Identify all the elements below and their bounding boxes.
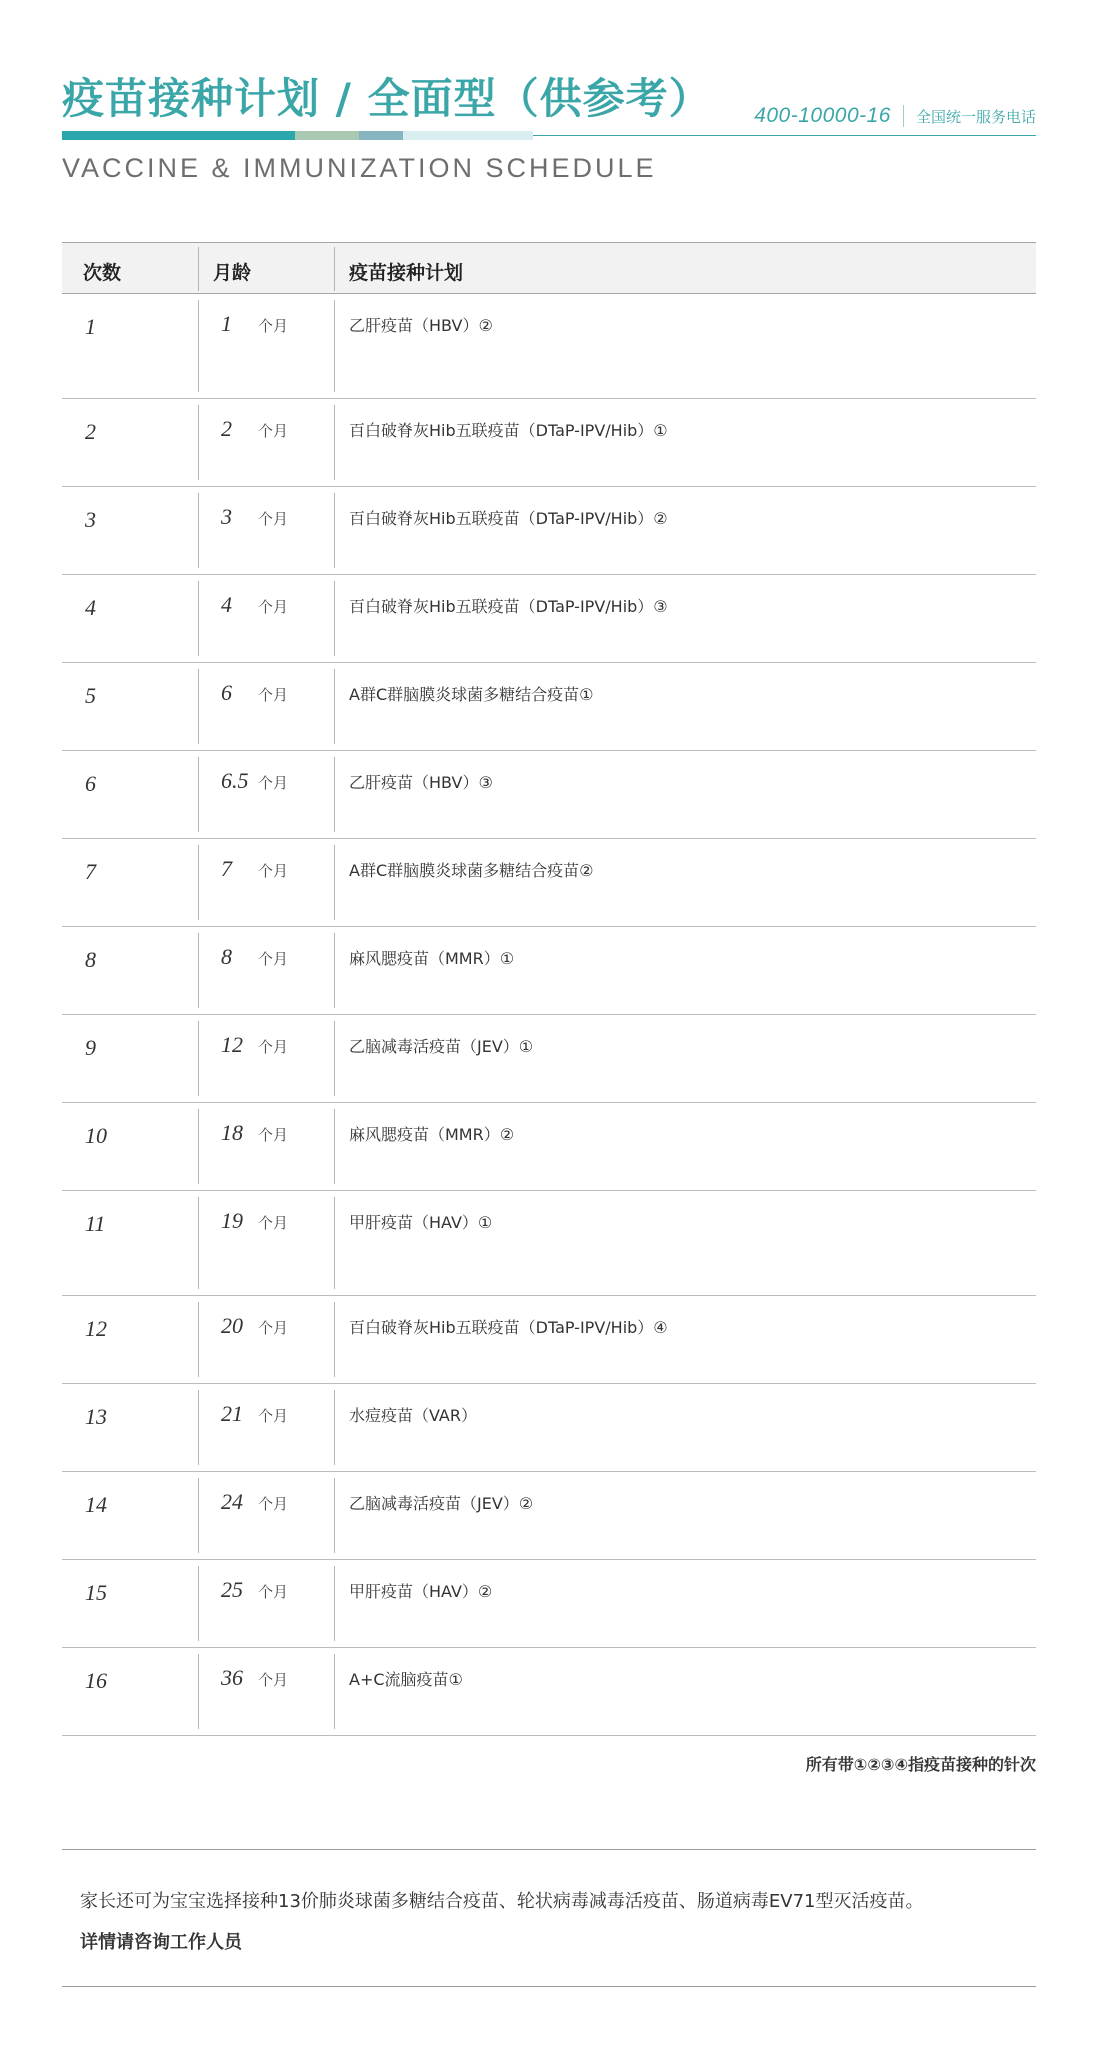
column-separator (198, 757, 199, 832)
column-separator (198, 581, 199, 656)
title-underline (533, 135, 1036, 136)
dose-number: 8 (85, 947, 96, 972)
stripe-teal (62, 131, 295, 140)
vaccine-name: A群C群脑膜炎球菌多糖结合疫苗① (349, 685, 594, 704)
header-plan: 疫苗接种计划 (349, 262, 464, 284)
table-row (62, 839, 1036, 927)
column-separator (334, 757, 335, 832)
vaccine-name: 乙脑减毒活疫苗（JEV）① (349, 1037, 534, 1056)
dose-number: 9 (85, 1035, 96, 1060)
footer-contact: 详情请咨询工作人员 (80, 1932, 242, 1953)
header-count: 次数 (83, 262, 122, 284)
column-separator (334, 405, 335, 480)
age-value: 24 (221, 1489, 243, 1514)
dose-number: 2 (85, 419, 96, 444)
table-row (62, 487, 1036, 575)
vaccine-name: 甲肝疫苗（HAV）② (349, 1582, 493, 1601)
table-row (62, 927, 1036, 1015)
column-separator (198, 1390, 199, 1465)
hotline-label: 全国统一服务电话 (915, 107, 1036, 126)
age-unit: 个月 (258, 598, 289, 616)
table-row (62, 1015, 1036, 1103)
column-separator (198, 1302, 199, 1377)
age-value: 25 (221, 1577, 243, 1602)
table-header (62, 242, 1036, 294)
dose-number: 3 (85, 507, 96, 532)
stripe-sage (295, 131, 359, 140)
age-cell (221, 680, 288, 706)
age-cell (221, 504, 288, 530)
age-unit: 个月 (258, 862, 289, 880)
header-age: 月龄 (213, 262, 252, 284)
age-value: 2 (221, 416, 232, 441)
dose-number: 4 (85, 595, 96, 620)
schedule-table (62, 242, 1036, 1736)
table-row (62, 663, 1036, 751)
age-value: 19 (221, 1208, 243, 1233)
vaccine-name: 百白破脊灰Hib五联疫苗（DTaP-IPV/Hib）③ (349, 597, 668, 616)
footer-text: 家长还可为宝宝选择接种13价肺炎球菌多糖结合疫苗、轮状病毒减毒活疫苗、肠道病毒EV71型灭活疫苗。 (80, 1891, 924, 1912)
age-cell (221, 1313, 288, 1339)
column-separator (198, 1654, 199, 1729)
vaccine-name: 百白破脊灰Hib五联疫苗（DTaP-IPV/Hib）① (349, 421, 668, 440)
age-value: 8 (221, 944, 232, 969)
age-value: 36 (221, 1665, 243, 1690)
age-unit: 个月 (258, 1038, 289, 1056)
column-separator (334, 1021, 335, 1096)
age-value: 20 (221, 1313, 243, 1338)
table-row (62, 575, 1036, 663)
column-separator (198, 669, 199, 744)
age-cell (221, 592, 288, 618)
age-value: 18 (221, 1120, 243, 1145)
column-separator (334, 300, 335, 392)
age-value: 6 (221, 680, 232, 705)
age-value: 21 (221, 1401, 243, 1426)
column-separator (334, 1478, 335, 1553)
vaccine-name: 乙肝疫苗（HBV）② (349, 316, 493, 335)
column-separator (334, 1197, 335, 1289)
dose-number: 12 (85, 1316, 107, 1341)
dose-number: 10 (85, 1123, 107, 1148)
age-unit: 个月 (258, 1319, 289, 1337)
page-subtitle: VACCINE & IMMUNIZATION SCHEDULE (62, 153, 657, 183)
dose-number: 14 (85, 1492, 107, 1517)
column-separator (334, 493, 335, 568)
dose-note: 所有带①②③④指疫苗接种的针次 (805, 1755, 1036, 1774)
header-sep-2 (334, 247, 335, 291)
age-value: 3 (221, 504, 232, 529)
vaccine-name: 水痘疫苗（VAR） (349, 1406, 477, 1425)
dose-number: 13 (85, 1404, 107, 1429)
stripe-slate (359, 131, 403, 140)
vaccine-name: 乙脑减毒活疫苗（JEV）② (349, 1494, 534, 1513)
age-cell (221, 416, 288, 442)
age-unit: 个月 (258, 510, 289, 528)
table-row (62, 1103, 1036, 1191)
column-separator (198, 933, 199, 1008)
vaccine-name: A+C流脑疫苗① (349, 1670, 463, 1689)
column-separator (334, 1302, 335, 1377)
column-separator (334, 1390, 335, 1465)
age-value: 6.5 (221, 768, 249, 793)
age-unit: 个月 (258, 422, 289, 440)
dose-number: 7 (85, 859, 96, 884)
age-cell (221, 944, 288, 970)
age-unit: 个月 (258, 1495, 289, 1513)
table-row (62, 1191, 1036, 1296)
column-separator (198, 493, 199, 568)
dose-number: 11 (85, 1211, 106, 1236)
stripe-pale (403, 131, 533, 140)
column-separator (334, 669, 335, 744)
column-separator (198, 1566, 199, 1641)
age-unit: 个月 (258, 317, 289, 335)
vaccine-name: 甲肝疫苗（HAV）① (349, 1213, 493, 1232)
age-cell (221, 768, 288, 794)
age-unit: 个月 (258, 686, 289, 704)
age-value: 12 (221, 1032, 243, 1057)
age-unit: 个月 (258, 1407, 289, 1425)
age-cell (221, 1032, 288, 1058)
age-unit: 个月 (258, 950, 289, 968)
column-separator (198, 1109, 199, 1184)
age-cell (221, 1208, 288, 1234)
vaccine-name: 麻风腮疫苗（MMR）② (349, 1125, 515, 1144)
column-separator (334, 1566, 335, 1641)
age-cell (221, 311, 288, 337)
hotline (754, 104, 1036, 128)
table-row (62, 1384, 1036, 1472)
column-separator (334, 581, 335, 656)
table-row (62, 1648, 1036, 1736)
dose-number: 6 (85, 771, 96, 796)
age-cell (221, 1489, 288, 1515)
age-unit: 个月 (258, 1126, 289, 1144)
vaccine-name: 麻风腮疫苗（MMR）① (349, 949, 515, 968)
column-separator (334, 1654, 335, 1729)
age-cell (221, 1577, 288, 1603)
table-row (62, 1560, 1036, 1648)
table-row (62, 399, 1036, 487)
age-cell (221, 856, 288, 882)
page-title: 疫苗接种计划 / 全面型（供参考） (62, 74, 712, 123)
table-body (62, 294, 1036, 1736)
age-unit: 个月 (258, 1214, 289, 1232)
column-separator (198, 845, 199, 920)
dose-number: 5 (85, 683, 96, 708)
column-separator (334, 1109, 335, 1184)
age-value: 7 (221, 856, 232, 881)
age-unit: 个月 (258, 774, 289, 792)
table-row (62, 1296, 1036, 1384)
vaccine-name: A群C群脑膜炎球菌多糖结合疫苗② (349, 861, 594, 880)
age-cell (221, 1401, 288, 1427)
vaccine-name: 百白破脊灰Hib五联疫苗（DTaP-IPV/Hib）② (349, 509, 668, 528)
dose-number: 15 (85, 1580, 107, 1605)
table-row (62, 751, 1036, 839)
table-row (62, 1472, 1036, 1560)
hotline-divider (903, 105, 904, 127)
column-separator (198, 1021, 199, 1096)
footer-divider-top (62, 1849, 1036, 1850)
age-cell (221, 1665, 288, 1691)
column-separator (198, 1478, 199, 1553)
column-separator (198, 1197, 199, 1289)
age-cell (221, 1120, 288, 1146)
column-separator (198, 405, 199, 480)
dose-number: 16 (85, 1668, 107, 1693)
table-row (62, 294, 1036, 399)
column-separator (334, 933, 335, 1008)
dose-number: 1 (85, 314, 96, 339)
age-unit: 个月 (258, 1671, 289, 1689)
footer-divider-bottom (62, 1986, 1036, 1987)
vaccine-name: 乙肝疫苗（HBV）③ (349, 773, 493, 792)
title-accent-stripes (62, 131, 533, 140)
header-sep-1 (198, 247, 199, 291)
column-separator (334, 845, 335, 920)
vaccine-name: 百白破脊灰Hib五联疫苗（DTaP-IPV/Hib）④ (349, 1318, 668, 1337)
age-value: 1 (221, 311, 232, 336)
age-value: 4 (221, 592, 232, 617)
hotline-number[interactable]: 400-10000-16 (754, 104, 891, 127)
column-separator (198, 300, 199, 392)
age-unit: 个月 (258, 1583, 289, 1601)
